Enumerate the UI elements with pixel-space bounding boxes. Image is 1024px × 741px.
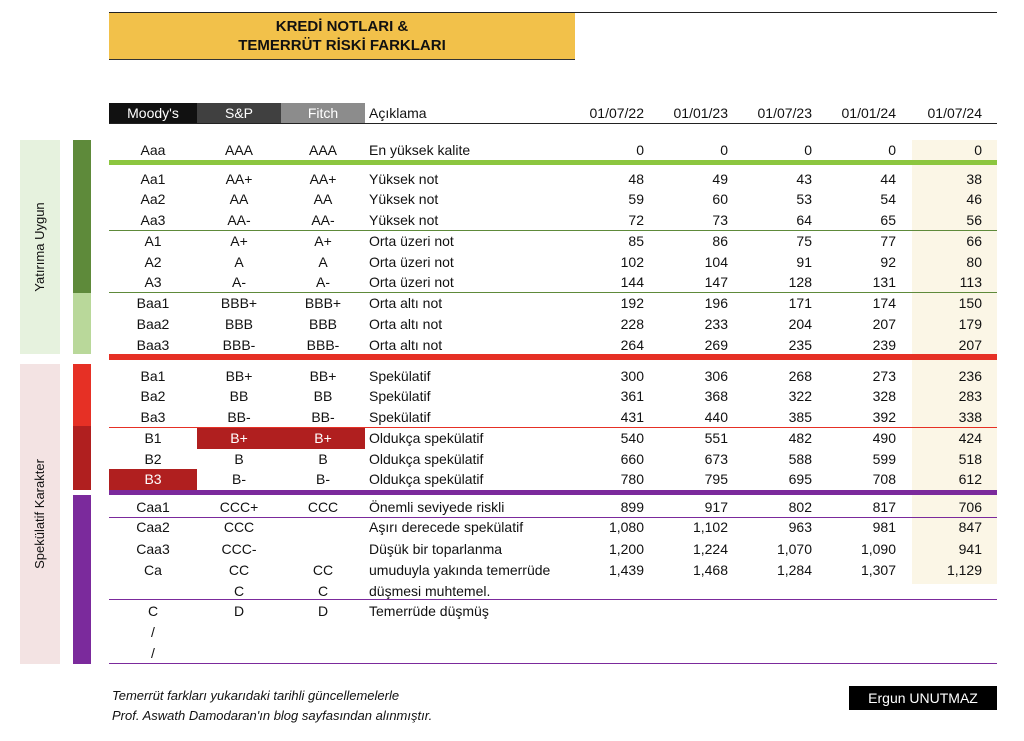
spread-value-4: 54	[880, 191, 896, 207]
moodys-rating: Caa3	[136, 541, 170, 557]
moodys-rating: Caa2	[136, 519, 170, 535]
table-row	[0, 517, 1024, 538]
spread-value-5: 38	[966, 171, 982, 187]
rating-description: Temerrüde düşmüş	[369, 603, 489, 619]
table-row	[0, 252, 1024, 273]
sp-rating: B-	[232, 471, 246, 487]
spread-value-3: 482	[788, 430, 812, 446]
spread-value-5: 150	[958, 295, 982, 311]
spread-value-1: 0	[636, 142, 644, 158]
spread-value-2: 306	[704, 368, 728, 384]
spread-value-5: 1,129	[946, 562, 982, 578]
rating-description: umuduyla yakında temerrüde	[369, 562, 551, 578]
rating-description: Orta üzeri not	[369, 254, 454, 270]
title-line-2: TEMERRÜT RİSKİ FARKLARI	[238, 37, 446, 54]
spread-value-3: 235	[788, 337, 812, 353]
table-row	[0, 366, 1024, 387]
sp-rating: BBB	[224, 316, 253, 332]
source-note	[112, 686, 432, 726]
fitch-rating: A-	[316, 274, 330, 290]
spread-value-2: 551	[704, 430, 728, 446]
moodys-rating: B2	[144, 451, 162, 467]
spread-value-3: 53	[796, 191, 812, 207]
spread-value-5: 46	[966, 191, 982, 207]
fitch-rating: AA-	[311, 212, 335, 228]
spread-value-4: 817	[872, 499, 896, 515]
investment-grade-label: Yatırıma Uygun	[32, 202, 47, 292]
spread-value-5: 66	[966, 233, 982, 249]
spread-value-3: 322	[788, 388, 812, 404]
spread-value-5: 0	[974, 142, 982, 158]
table-row	[0, 140, 1024, 161]
table-row	[0, 601, 1024, 622]
moodys-rating: Aa2	[140, 191, 166, 207]
spread-value-3: 695	[788, 471, 812, 487]
spread-value-2: 233	[704, 316, 728, 332]
moodys-rating: Aaa	[140, 142, 166, 158]
spread-value-5: 612	[958, 471, 982, 487]
spread-value-2: 673	[704, 451, 728, 467]
rating-description: Oldukça spekülatif	[369, 451, 484, 467]
spread-value-1: 72	[628, 212, 644, 228]
sp-rating: BBB-	[222, 337, 256, 353]
spread-value-1: 780	[620, 471, 644, 487]
spread-value-4: 131	[872, 274, 896, 290]
spread-value-4: 1,307	[860, 562, 896, 578]
spread-value-4: 92	[880, 254, 896, 270]
sp-rating: BBB+	[220, 295, 258, 311]
spread-value-5: 847	[958, 519, 982, 535]
spread-value-2: 269	[704, 337, 728, 353]
spread-value-4: 490	[872, 430, 896, 446]
table-row	[0, 314, 1024, 335]
spread-value-5: 941	[958, 541, 982, 557]
fitch-rating: BB+	[309, 368, 337, 384]
spread-value-4: 239	[872, 337, 896, 353]
rating-description: Önemli seviyede riskli	[369, 499, 505, 515]
rating-description: Spekülatif	[369, 409, 431, 425]
moodys-rating: B1	[144, 430, 162, 446]
table-row	[0, 169, 1024, 190]
sp-rating: BB-	[227, 409, 251, 425]
spread-value-3: 963	[788, 519, 812, 535]
spread-value-1: 361	[620, 388, 644, 404]
rating-description: Orta altı not	[369, 316, 443, 332]
spread-value-4: 174	[872, 295, 896, 311]
moodys-rating: Ca	[144, 562, 162, 578]
spread-value-3: 64	[796, 212, 812, 228]
rating-description: Yüksek not	[369, 171, 439, 187]
fitch-rating: C	[317, 583, 329, 599]
sp-rating: BB	[229, 388, 249, 404]
spread-value-3: 1,070	[776, 541, 812, 557]
spread-value-1: 540	[620, 430, 644, 446]
rating-description: Oldukça spekülatif	[369, 471, 484, 487]
fitch-rating: D	[317, 603, 329, 619]
table-row	[0, 231, 1024, 252]
rating-description: Aşırı derecede spekülatif	[369, 519, 524, 535]
spread-value-1: 300	[620, 368, 644, 384]
header-fitch: Fitch	[281, 103, 365, 123]
sp-rating: CCC	[223, 519, 255, 535]
moodys-rating: A1	[144, 233, 162, 249]
spread-value-5: 424	[958, 430, 982, 446]
spread-value-3: 1,284	[776, 562, 812, 578]
spread-value-2: 368	[704, 388, 728, 404]
moodys-rating: Ba2	[140, 388, 166, 404]
header-date-4: 01/01/24	[841, 105, 896, 121]
table-row	[0, 428, 1024, 449]
spread-value-2: 60	[712, 191, 728, 207]
spread-value-3: 75	[796, 233, 812, 249]
spread-value-5: 518	[958, 451, 982, 467]
spread-value-4: 207	[872, 316, 896, 332]
moodys-rating: Caa1	[136, 499, 170, 515]
sp-rating: AA+	[225, 171, 253, 187]
spread-value-5: 236	[958, 368, 982, 384]
spread-value-2: 86	[712, 233, 728, 249]
spread-value-1: 102	[620, 254, 644, 270]
source-note-line-2: Prof. Aswath Damodaran'ın blog sayfasından alınmıştır.	[112, 708, 433, 723]
table-row	[0, 449, 1024, 470]
fitch-rating: AAA	[308, 142, 337, 158]
header-rule	[109, 123, 997, 124]
moodys-rating: Baa2	[136, 316, 170, 332]
table-row	[0, 469, 1024, 490]
spread-value-5: 179	[958, 316, 982, 332]
sp-rating: BB+	[225, 368, 253, 384]
spread-value-4: 65	[880, 212, 896, 228]
spread-value-2: 440	[704, 409, 728, 425]
spread-value-2: 147	[704, 274, 728, 290]
moodys-rating: A2	[144, 254, 162, 270]
spread-value-3: 268	[788, 368, 812, 384]
fitch-rating: A	[318, 254, 328, 270]
fitch-rating: AA	[313, 191, 333, 207]
table-row	[0, 210, 1024, 231]
sp-rating: D	[233, 603, 245, 619]
moodys-rating: Baa3	[136, 337, 170, 353]
moodys-rating: A3	[144, 274, 162, 290]
spread-value-4: 328	[872, 388, 896, 404]
spread-value-2: 1,224	[692, 541, 728, 557]
fitch-rating: B+	[314, 430, 332, 446]
spread-value-1: 228	[620, 316, 644, 332]
table-row	[0, 560, 1024, 581]
spread-value-4: 273	[872, 368, 896, 384]
table-row	[0, 407, 1024, 428]
spread-value-3: 43	[796, 171, 812, 187]
spread-value-2: 1,102	[692, 519, 728, 535]
header-date-2: 01/01/23	[673, 105, 728, 121]
spread-value-3: 802	[788, 499, 812, 515]
fitch-rating: BBB+	[304, 295, 342, 311]
spread-value-2: 917	[704, 499, 728, 515]
rating-description: Orta altı not	[369, 337, 443, 353]
fitch-rating: BBB-	[306, 337, 340, 353]
rating-description: Oldukça spekülatif	[369, 430, 484, 446]
author-badge: Ergun UNUTMAZ	[849, 686, 997, 710]
table-row	[0, 497, 1024, 518]
spread-value-4: 44	[880, 171, 896, 187]
fitch-rating: CC	[312, 562, 334, 578]
spread-value-1: 1,200	[608, 541, 644, 557]
header-moodys: Moody's	[109, 103, 197, 123]
spread-value-5: 283	[958, 388, 982, 404]
sp-rating: B+	[230, 430, 248, 446]
moodys-rating: /	[151, 624, 155, 640]
moodys-rating: Ba1	[140, 368, 166, 384]
spread-value-4: 599	[872, 451, 896, 467]
spread-value-3: 204	[788, 316, 812, 332]
spread-value-1: 59	[628, 191, 644, 207]
sp-rating: AA	[229, 191, 249, 207]
spread-value-4: 392	[872, 409, 896, 425]
spread-value-4: 708	[872, 471, 896, 487]
spread-value-1: 660	[620, 451, 644, 467]
spread-value-4: 981	[872, 519, 896, 535]
spread-value-3: 588	[788, 451, 812, 467]
rating-description: Spekülatif	[369, 388, 431, 404]
speculative-label: Spekülatif Karakter	[32, 459, 47, 569]
sp-rating: CCC-	[221, 541, 257, 557]
page-title	[109, 13, 575, 60]
spread-value-2: 49	[712, 171, 728, 187]
rating-description: Orta üzeri not	[369, 233, 454, 249]
table-row	[0, 386, 1024, 407]
moodys-rating: Baa1	[136, 295, 170, 311]
sp-rating: CCC+	[219, 499, 259, 515]
header-date-3: 01/07/23	[757, 105, 812, 121]
spread-value-5: 207	[958, 337, 982, 353]
table-row	[0, 335, 1024, 356]
rating-description: Orta üzeri not	[369, 274, 454, 290]
rating-description: düşmesi muhtemel.	[369, 583, 491, 599]
sp-rating: AAA	[224, 142, 253, 158]
header-date-5: 01/07/24	[927, 105, 982, 121]
spread-value-4: 77	[880, 233, 896, 249]
separator-purple-thick	[109, 490, 997, 495]
sp-rating: C	[233, 583, 245, 599]
fitch-rating: BB-	[311, 409, 335, 425]
fitch-rating: BB	[313, 388, 333, 404]
spread-value-2: 0	[720, 142, 728, 158]
spread-value-2: 73	[712, 212, 728, 228]
fitch-rating: A+	[314, 233, 332, 249]
spread-value-1: 192	[620, 295, 644, 311]
moodys-rating: B3	[144, 471, 162, 487]
rating-description: En yüksek kalite	[369, 142, 471, 158]
spread-value-5: 113	[959, 274, 982, 290]
fitch-rating: BBB	[308, 316, 337, 332]
title-line-1: KREDİ NOTLARI &	[275, 18, 409, 35]
moodys-rating: Aa3	[140, 212, 166, 228]
header-date-1: 01/07/22	[589, 105, 644, 121]
moodys-rating: Aa1	[140, 171, 166, 187]
table-row	[0, 272, 1024, 293]
spread-value-3: 171	[788, 295, 812, 311]
fitch-rating: B	[318, 451, 328, 467]
spread-value-5: 80	[966, 254, 982, 270]
sp-rating: A	[234, 254, 244, 270]
spread-value-3: 0	[804, 142, 812, 158]
sp-rating: A-	[232, 274, 246, 290]
header-sp: S&P	[197, 103, 281, 123]
spread-value-5: 706	[958, 499, 982, 515]
spread-value-2: 1,468	[692, 562, 728, 578]
spread-value-2: 795	[704, 471, 728, 487]
source-note-line-1: Temerrüt farkları yukarıdaki tarihli güncellemelerle	[112, 688, 400, 703]
table-row	[0, 189, 1024, 210]
spread-value-1: 1,080	[608, 519, 644, 535]
spread-value-1: 48	[628, 171, 644, 187]
spread-value-3: 128	[788, 274, 812, 290]
spread-value-5: 338	[958, 409, 982, 425]
rating-description: Orta altı not	[369, 295, 443, 311]
spread-value-2: 104	[704, 254, 728, 270]
sp-rating: A+	[230, 233, 248, 249]
fitch-rating: B-	[316, 471, 330, 487]
fitch-rating: CCC	[307, 499, 339, 515]
rating-description: Yüksek not	[369, 191, 439, 207]
spread-value-4: 0	[888, 142, 896, 158]
sp-rating: CC	[228, 562, 250, 578]
sp-rating: B	[234, 451, 244, 467]
spread-value-1: 431	[620, 409, 644, 425]
spread-value-3: 91	[796, 254, 812, 270]
rating-description: Spekülatif	[369, 368, 431, 384]
table-row	[0, 581, 1024, 602]
table-row	[0, 643, 1024, 664]
moodys-rating: Ba3	[140, 409, 166, 425]
header-description: Açıklama	[369, 105, 427, 121]
sp-rating: AA-	[227, 212, 251, 228]
spread-value-1: 264	[620, 337, 644, 353]
rating-description: Düşük bir toparlanma	[369, 541, 503, 557]
rating-description: Yüksek not	[369, 212, 439, 228]
spread-value-4: 1,090	[860, 541, 896, 557]
table-row	[0, 622, 1024, 643]
moodys-rating: /	[151, 645, 155, 661]
spread-value-2: 196	[704, 295, 728, 311]
spread-value-1: 1,439	[608, 562, 644, 578]
spread-value-1: 899	[620, 499, 644, 515]
spread-value-3: 385	[788, 409, 812, 425]
spread-value-1: 144	[620, 274, 644, 290]
spread-value-5: 56	[966, 212, 982, 228]
spread-value-1: 85	[628, 233, 644, 249]
fitch-rating: AA+	[309, 171, 337, 187]
moodys-rating: C	[147, 603, 159, 619]
table-row	[0, 539, 1024, 560]
table-row	[0, 293, 1024, 314]
